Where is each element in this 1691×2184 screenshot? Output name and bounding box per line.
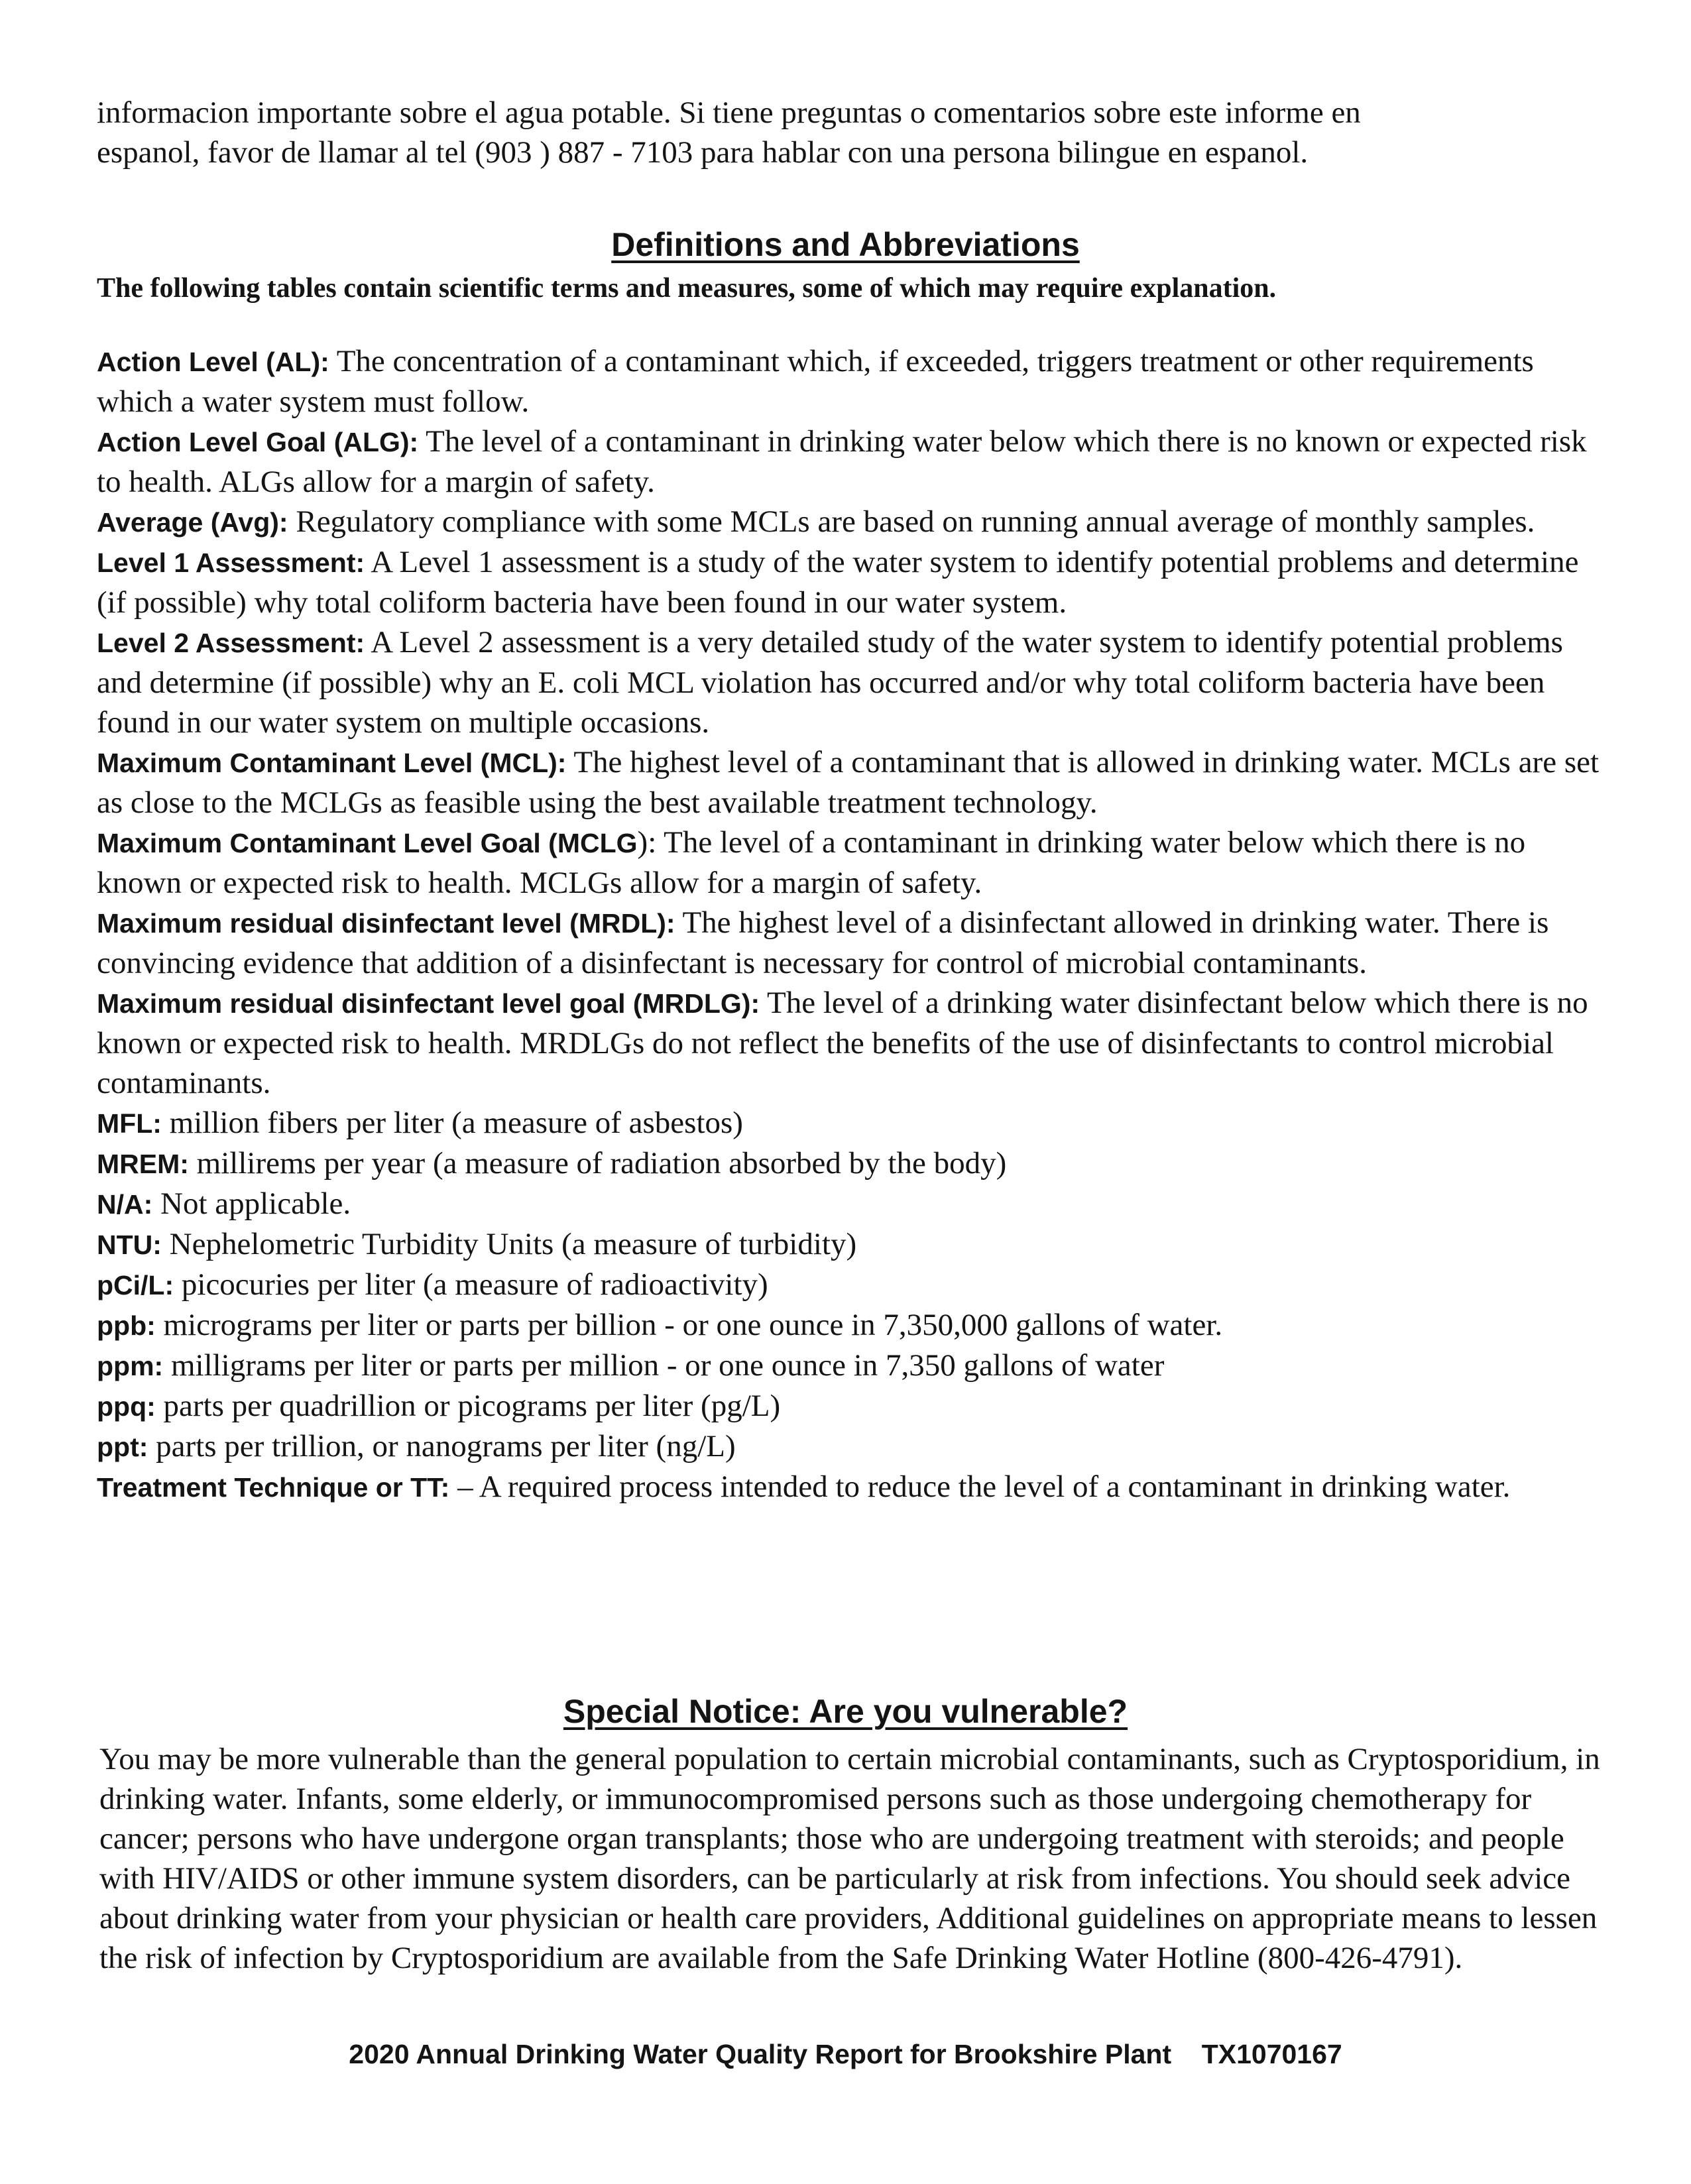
definition-text: parts per trillion, or nanograms per liter (ng/L)	[148, 1429, 736, 1464]
page-footer: 2020 Annual Drinking Water Quality Report for Brookshire Plant TX1070167	[349, 2039, 1342, 2069]
definition-term: Treatment Technique or TT:	[97, 1472, 450, 1503]
definition-term: ppt:	[97, 1432, 148, 1462]
definition-term: Maximum Contaminant Level Goal (MCLG	[97, 828, 638, 858]
definition-text: picocuries per liter (a measure of radioactivity)	[174, 1267, 768, 1302]
definition-treatment-technique	[97, 1467, 1608, 1507]
definition-term: pCi/L:	[97, 1270, 174, 1300]
definition-text: The concentration of a contaminant which, if exceeded, triggers treatment or other requirements which a water system must follow.	[97, 344, 1534, 419]
definition-text: – A required process intended to reduce the level of a contaminant in drinking water.	[449, 1469, 1511, 1504]
definition-term: MFL:	[97, 1108, 162, 1139]
definition-text: Regulatory compliance with some MCLs are based on running annual average of monthly samples.	[288, 504, 1535, 539]
definition-na	[97, 1184, 1608, 1224]
definitions-subheading: The following tables contain scientific terms and measures, some of which may require explanation.	[97, 273, 1277, 304]
definition-term: NTU:	[97, 1230, 162, 1260]
special-notice-body: You may be more vulnerable than the general population to certain microbial contaminants, such as Cryptosporidium, in drinking water. Infants, some elderly, or immunocompromised persons such as those undergoing chemotherapy for cancer; persons who have undergone organ transplants; those who are undergoing treatment with steroids; and people with HIV/AIDS or other immune system disorders, can be particularly at risk from infections. You should seek advice about drinking water from your physician or health care providers, Additional guidelines on appropriate means to lessen the risk of infection by Cryptosporidium are available from the Safe Drinking Water Hotline (800-426-4791).	[99, 1742, 1600, 1975]
definition-level-2-assessment	[97, 622, 1608, 742]
definition-pci-l	[97, 1265, 1608, 1305]
definition-text: Not applicable.	[152, 1186, 351, 1221]
definition-term: Maximum residual disinfectant level goal (MRDLG):	[97, 988, 760, 1019]
definition-action-level-goal	[97, 422, 1608, 502]
definition-text: millirems per year (a measure of radiation absorbed by the body)	[188, 1146, 1007, 1180]
intro-line: espanol, favor de llamar al tel (903 ) 887 - 7103 para hablar con una persona bilingue en espanol.	[97, 135, 1309, 170]
definition-text: The level of a contaminant in drinking water below which there is no known or expected risk to health. ALGs allow for a margin of safety.	[97, 424, 1587, 499]
definitions-list	[97, 341, 1608, 1507]
definition-text: ): The level of a contaminant in drinking water below which there is no known or expected risk to health. MCLGs allow for a margin of safety.	[97, 825, 1526, 900]
definition-term: Level 2 Assessment:	[97, 628, 365, 658]
definition-term: Maximum Contaminant Level (MCL):	[97, 748, 567, 778]
definition-mrem	[97, 1143, 1608, 1184]
definition-text: million fibers per liter (a measure of asbestos)	[161, 1106, 743, 1140]
definition-mclg	[97, 823, 1608, 903]
definition-text: parts per quadrillion or picograms per liter (pg/L)	[155, 1389, 781, 1423]
definition-term: Level 1 Assessment:	[97, 547, 365, 578]
definition-text: Nephelometric Turbidity Units (a measure of turbidity)	[161, 1227, 857, 1261]
definition-ppb	[97, 1305, 1608, 1346]
definition-average	[97, 502, 1608, 542]
definition-mcl	[97, 742, 1608, 823]
definition-ppt	[97, 1426, 1608, 1467]
definition-term: Maximum residual disinfectant level (MRDL):	[97, 908, 675, 939]
definition-level-1-assessment	[97, 542, 1608, 622]
definition-text: A Level 1 assessment is a study of the water system to identify potential problems and determine (if possible) why total coliform bacteria have been found in our water system.	[97, 545, 1579, 620]
definition-term: Action Level (AL):	[97, 347, 329, 377]
definition-ppm	[97, 1346, 1608, 1386]
special-notice	[99, 1739, 1611, 1978]
definition-term: ppb:	[97, 1310, 156, 1341]
spanish-notice	[97, 93, 1608, 172]
definition-text: milligrams per liter or parts per million - or one ounce in 7,350 gallons of water	[163, 1348, 1165, 1383]
definition-term: MREM:	[97, 1149, 189, 1179]
definition-mrdlg	[97, 983, 1608, 1103]
definition-text: A Level 2 assessment is a very detailed study of the water system to identify potential problems and determine (if possible) why an E. coli MCL violation has occurred and/or why total coliform bacteria have been found in our water system on multiple occasions.	[97, 625, 1563, 740]
definition-term: ppm:	[97, 1351, 164, 1381]
definition-ppq	[97, 1386, 1608, 1426]
definition-term: ppq:	[97, 1391, 156, 1422]
definition-term: Average (Avg):	[97, 507, 288, 538]
special-notice-heading: Special Notice: Are you vulnerable?	[563, 1693, 1128, 1730]
definition-mfl	[97, 1103, 1608, 1143]
definition-action-level	[97, 341, 1608, 422]
definition-text: micrograms per liter or parts per billion - or one ounce in 7,350,000 gallons of water.	[155, 1308, 1223, 1342]
definition-text: The highest level of a disinfectant allowed in drinking water. There is convincing evidence that addition of a disinfectant is necessary for control of microbial contaminants.	[97, 905, 1549, 980]
definition-ntu	[97, 1224, 1608, 1265]
definition-term: N/A:	[97, 1189, 153, 1220]
definitions-heading: Definitions and Abbreviations	[611, 226, 1080, 263]
definition-text: The level of a drinking water disinfectant below which there is no known or expected risk to health. MRDLGs do not reflect the benefits of the use of disinfectants to control microbial contaminants.	[97, 986, 1588, 1100]
definition-mrdl	[97, 903, 1608, 983]
intro-line: informacion importante sobre el agua potable. Si tiene preguntas o comentarios sobre este informe en	[97, 95, 1361, 130]
definition-term: Action Level Goal (ALG):	[97, 427, 419, 457]
definition-text: The highest level of a contaminant that is allowed in drinking water. MCLs are set as close to the MCLGs as feasible using the best available treatment technology.	[97, 745, 1600, 820]
